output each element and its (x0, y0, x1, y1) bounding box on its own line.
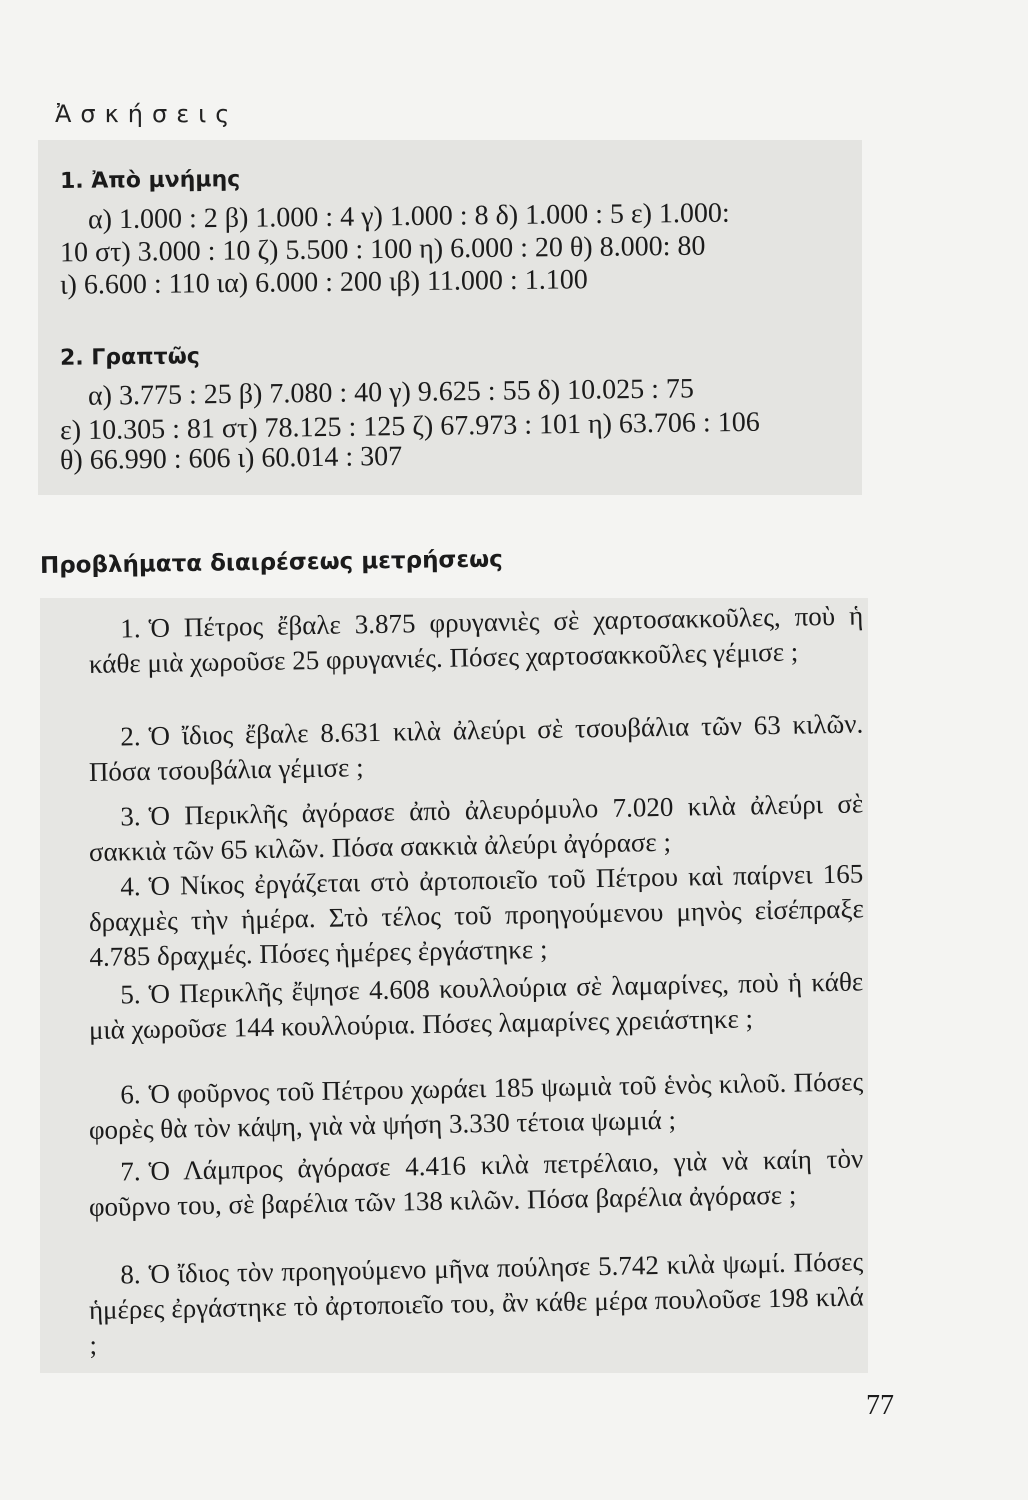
page-number: 77 (866, 1390, 894, 1421)
section2-line: ε) 10.305 : 81 στ) 78.125 : 125 ζ) 67.973 : 101 η) 63.706 : 106 (59, 406, 760, 447)
problem-number: 1. (120, 613, 141, 644)
problem-item (88, 706, 864, 790)
problem-number: 7. (120, 1156, 141, 1187)
problem-text: Ὁ ἴδιος ἔβαλε 8.631 κιλὰ ἀλεύρι σὲ τσουβάλια τῶν 63 κιλῶν. Πόσα τσουβάλια γέμισε ; (88, 708, 864, 787)
problem-item (88, 786, 864, 870)
problem-text: Ὁ ἴδιος τὸν προηγούμενο μῆνα πούλησε 5.742 κιλὰ ψωμί. Πόσες ἡμέρες ἐργάστηκε τὸ ἀρτοποιεῖο του, ἂν κάθε μέρα πουλοῦσε 198 κιλά ; (88, 1246, 865, 1360)
section2-line: α) 3.775 : 25 β) 7.080 : 40 γ) 9.625 : 55 δ) 10.025 : 75 (87, 373, 695, 412)
section2-line: θ) 66.990 : 606 ι) 60.014 : 307 (59, 440, 403, 477)
problem-item (88, 964, 864, 1048)
problem-item (88, 1141, 864, 1225)
section2-title: 2. Γραπτῶς (59, 344, 200, 371)
problem-item (88, 1064, 864, 1148)
problem-text: Ὁ Περικλῆς ἀγόρασε ἀπὸ ἀλευρόμυλο 7.020 κιλὰ ἀλεύρι σὲ σακκιὰ τῶν 65 κιλῶν. Πόσα σακκιὰ ἀλεύρι ἀγόρασε ; (88, 788, 864, 867)
problem-text: Ὁ Λάμπρος ἀγόρασε 4.416 κιλὰ πετρέλαιο, γιὰ νὰ καίη τὸν φοῦρνο του, σὲ βαρέλια τῶν 138 κιλῶν. Πόσα βαρέλια ἀγόρασε ; (88, 1143, 864, 1222)
problem-item (88, 1244, 865, 1363)
problem-text: Ὁ Περικλῆς ἔψησε 4.608 κουλλούρια σὲ λαμαρίνες, ποὺ ἡ κάθε μιὰ χωροῦσε 144 κουλλούρια. Πόσες λαμαρίνες χρειάστηκε ; (88, 966, 864, 1045)
problem-text: Ὁ Πέτρος ἔβαλε 3.875 φρυγανιὲς σὲ χαρτοσακκοῦλες, ποὺ ἡ κάθε μιὰ χωροῦσε 25 φρυγανιές. Πόσες χαρτοσακκοῦλες γέμισε ; (88, 600, 864, 679)
problem-item (88, 856, 865, 975)
problem-number: 3. (120, 801, 141, 832)
problem-number: 4. (120, 871, 141, 902)
problem-number: 5. (120, 979, 141, 1010)
section1-title: 1. Ἀπὸ μνήμης (59, 167, 241, 194)
problem-text: Ὁ φοῦρνος τοῦ Πέτρου χωράει 185 ψωμιὰ τοῦ ἑνὸς κιλοῦ. Πόσες φορὲς θὰ τὸν κάψη, γιὰ νὰ ψήση 3.330 τέτοια ψωμιά ; (88, 1066, 864, 1145)
section1-line: ι) 6.600 : 110 ια) 6.000 : 200 ιβ) 11.000 : 1.100 (59, 264, 588, 301)
problem-number: 2. (120, 721, 141, 752)
exercises-heading: Ἀσκήσεις (55, 100, 239, 128)
problem-item (88, 598, 864, 682)
problem-number: 6. (120, 1079, 141, 1110)
problems-title: Προβλήματα διαιρέσεως μετρήσεως (39, 546, 503, 579)
problem-text: Ὁ Νίκος ἐργάζεται στὸ ἀρτοποιεῖο τοῦ Πέτρου καὶ παίρνει 165 δραχμὲς τὴν ἡμέρα. Στὸ τέλος τοῦ προηγούμενου μηνὸς εἰσέπραξε 4.785 δραχμές. Πόσες ἡμέρες ἐργάστηκε ; (88, 858, 865, 972)
section1-line: α) 1.000 : 2 β) 1.000 : 4 γ) 1.000 : 8 δ) 1.000 : 5 ε) 1.000: (87, 197, 730, 236)
section1-line: 10 στ) 3.000 : 10 ζ) 5.500 : 100 η) 6.000 : 20 θ) 8.000: 80 (59, 230, 706, 269)
problem-number: 8. (120, 1259, 141, 1290)
